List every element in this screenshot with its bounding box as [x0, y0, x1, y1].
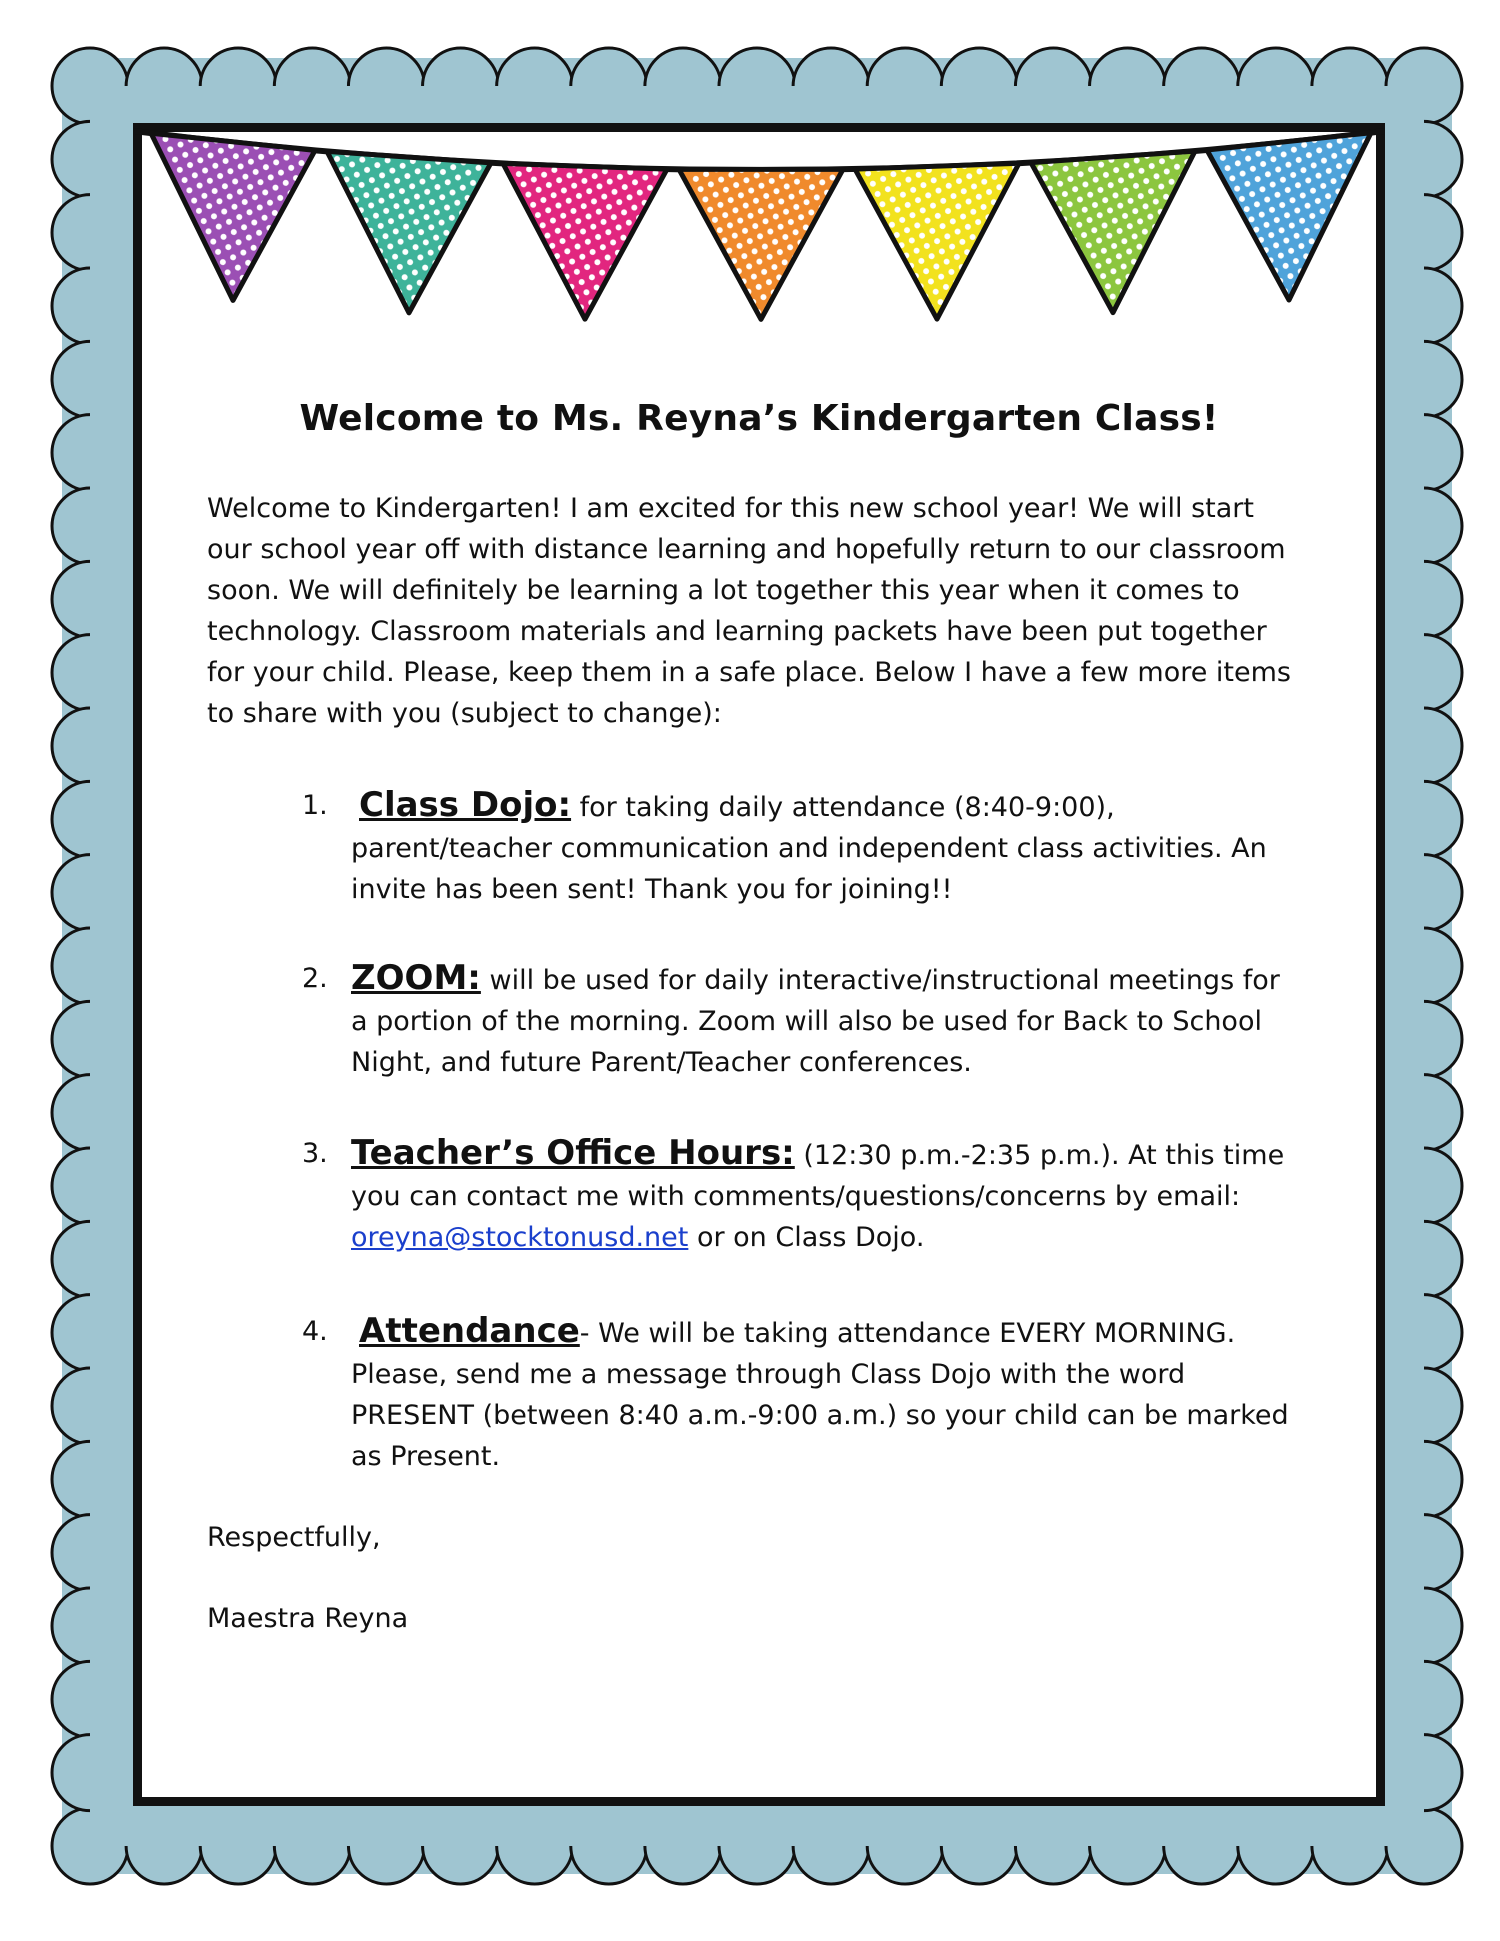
- item-heading-zoom: ZOOM:: [351, 958, 481, 998]
- item-heading-attendance: Attendance: [359, 1311, 580, 1351]
- item-number: 2.: [302, 963, 328, 994]
- page-title: Welcome to Ms. Reyna’s Kindergarten Class!: [299, 398, 1219, 439]
- email-link[interactable]: oreyna@stocktonusd.net: [351, 1222, 689, 1253]
- signature: Maestra Reyna: [207, 1603, 409, 1634]
- item-number: 3.: [302, 1138, 328, 1169]
- bunting-flag: [855, 163, 1019, 319]
- intro-paragraph: Welcome to Kindergarten! I am excited for this new school year! We will start our school year off with distance learning and hopefully return to our classroom soon. We will definitely be learning a lot together this year when it comes to technology. Classroom materials and learning packets have been put together for your child. Please, keep them in a safe place. Below I have a few more items to share with you (subject to change):: [207, 493, 1291, 729]
- item-heading-class-dojo: Class Dojo:: [359, 785, 572, 825]
- bunting-flag: [1031, 151, 1195, 313]
- item-text-after: or on Class Dojo.: [696, 1222, 925, 1253]
- item-number: 4.: [302, 1316, 328, 1347]
- item-text: (12:30 p.m.-2:35 p.m.). At this time you can contact me with comments/questions/concerns by email:: [351, 1140, 1285, 1212]
- bunting-flag: [151, 133, 315, 300]
- item-heading-office-hours: Teacher’s Office Hours:: [351, 1133, 795, 1173]
- item-text: for taking daily attendance (8:40-9:00), parent/teacher communication and independent class activities. An invite has been sent! Thank you for joining!!: [351, 792, 1267, 905]
- item-text: - We will be taking attendance EVERY MORNING. Please, send me a message through Class Dojo with the word PRESENT (between 8:40 a.m.-9:00 a.m.) so your child can be marked as Present.: [351, 1318, 1289, 1472]
- bunting-flag: [679, 169, 843, 319]
- closing-line: Respectfully,: [207, 1522, 381, 1553]
- bunting-flag: [327, 151, 491, 312]
- bunting-flag: [1207, 133, 1371, 300]
- bunting-flag: [503, 163, 667, 319]
- item-number: 1.: [302, 790, 328, 821]
- bunting-banner: [133, 123, 1385, 383]
- item-text: will be used for daily interactive/instructional meetings for a portion of the morning. Zoom will also be used for Back to School Night, and future Parent/Teacher conferences.: [351, 965, 1280, 1078]
